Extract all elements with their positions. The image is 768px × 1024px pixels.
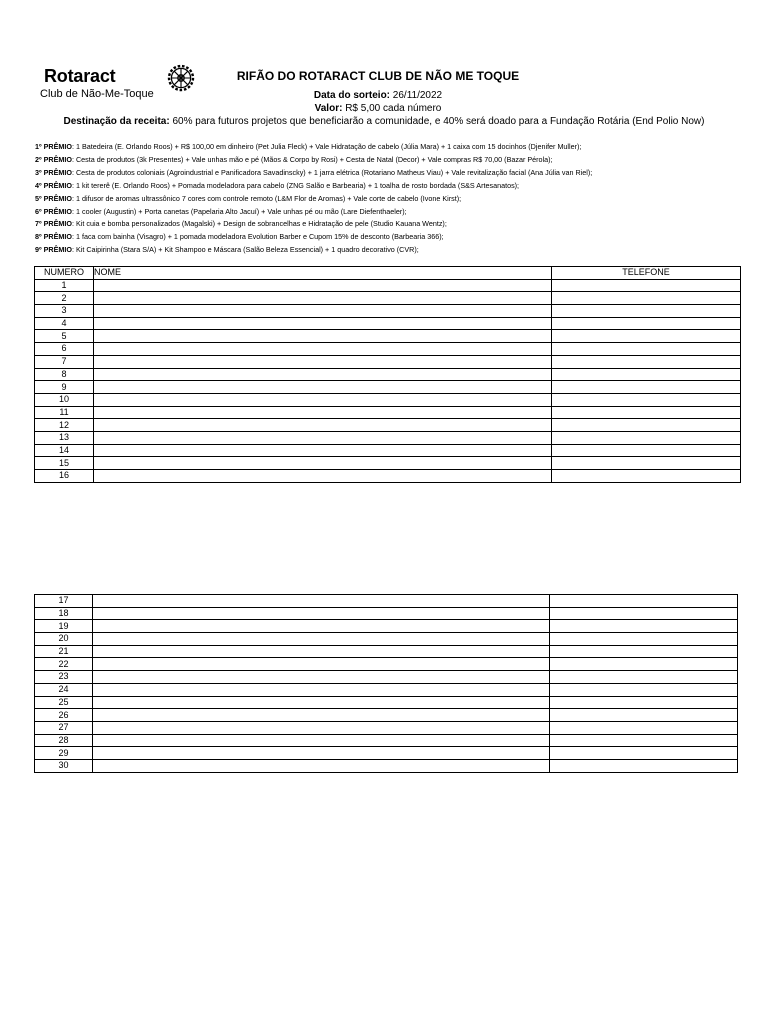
name-cell[interactable] (93, 721, 550, 734)
table-row (35, 709, 738, 722)
row-number: 13 (35, 431, 94, 444)
phone-cell[interactable] (552, 419, 741, 432)
prize-item: 7º PRÊMIO: Kit cuia e bomba personalizados (Magalski) + Design de sobrancelhas e Hidratação de pele (Studio Kauana Wentz); (35, 219, 447, 229)
prize-item: 4º PRÊMIO: 1 kit tererê (E. Orlando Roos) + Pomada modeladora para cabelo (ZNG Salão e Barbearia) + 1 toalha de rosto bordada (S&S Artesanatos); (35, 180, 520, 190)
row-number: 7 (35, 355, 94, 368)
phone-cell[interactable] (550, 734, 738, 747)
phone-cell[interactable] (552, 317, 741, 330)
row-number: 17 (35, 595, 93, 608)
table-row (35, 292, 741, 305)
phone-cell[interactable] (550, 671, 738, 684)
row-number: 19 (35, 620, 93, 633)
rotary-wheel-icon (165, 62, 197, 94)
row-number: 28 (35, 734, 93, 747)
table-row (35, 671, 738, 684)
table-row (35, 419, 741, 432)
row-number: 29 (35, 747, 93, 760)
name-cell[interactable] (94, 431, 552, 444)
row-number: 5 (35, 330, 94, 343)
table-row (35, 330, 741, 343)
table-header-row (35, 267, 741, 280)
name-cell[interactable] (94, 292, 552, 305)
row-number: 2 (35, 292, 94, 305)
row-number: 24 (35, 683, 93, 696)
phone-cell[interactable] (552, 355, 741, 368)
row-number: 10 (35, 393, 94, 406)
prize-item: 2º PRÊMIO: Cesta de produtos (3k Presentes) + Vale unhas mão e pé (Mãos & Corpo by Rosi) + Cesta de Natal (Decor) + Vale compras R$ 70,00 (Bazar Pérola); (35, 154, 553, 164)
phone-cell[interactable] (550, 721, 738, 734)
table-row (35, 470, 741, 483)
name-cell[interactable] (94, 457, 552, 470)
row-number: 26 (35, 709, 93, 722)
name-cell[interactable] (93, 595, 550, 608)
table-row (35, 305, 741, 318)
table-row (35, 457, 741, 470)
name-cell[interactable] (93, 620, 550, 633)
row-number: 16 (35, 470, 94, 483)
table-row (35, 734, 738, 747)
table-row (35, 607, 738, 620)
header-telefone: TELEFONE (552, 267, 741, 280)
phone-cell[interactable] (550, 709, 738, 722)
name-cell[interactable] (94, 470, 552, 483)
row-number: 15 (35, 457, 94, 470)
row-number: 8 (35, 368, 94, 381)
name-cell[interactable] (93, 696, 550, 709)
table-row (35, 393, 741, 406)
table-row (35, 279, 741, 292)
name-cell[interactable] (94, 419, 552, 432)
row-number: 12 (35, 419, 94, 432)
raffle-table-1 (34, 266, 741, 483)
prize-item: 6º PRÊMIO: 1 cooler (Augustin) + Porta canetas (Papelaria Alto Jacuí) + Vale unhas pé ou mão (Lare Diefenthaeler); (35, 206, 407, 216)
logo-subtitle: Club de Não-Me-Toque (40, 88, 154, 100)
table-row (35, 406, 741, 419)
name-cell[interactable] (94, 381, 552, 394)
phone-cell[interactable] (550, 747, 738, 760)
phone-cell[interactable] (552, 406, 741, 419)
table-row (35, 633, 738, 646)
row-number: 14 (35, 444, 94, 457)
row-number: 4 (35, 317, 94, 330)
phone-cell[interactable] (552, 444, 741, 457)
row-number: 6 (35, 343, 94, 356)
header-nome: NOME (94, 267, 552, 280)
raffle-table-2 (34, 594, 738, 773)
row-number: 30 (35, 759, 93, 772)
phone-cell[interactable] (552, 305, 741, 318)
phone-cell[interactable] (550, 620, 738, 633)
phone-cell[interactable] (550, 645, 738, 658)
name-cell[interactable] (94, 444, 552, 457)
phone-cell[interactable] (552, 343, 741, 356)
phone-cell[interactable] (552, 431, 741, 444)
name-cell[interactable] (93, 759, 550, 772)
name-cell[interactable] (93, 645, 550, 658)
row-number: 11 (35, 406, 94, 419)
row-number: 23 (35, 671, 93, 684)
name-cell[interactable] (93, 607, 550, 620)
table-row (35, 645, 738, 658)
name-cell[interactable] (94, 305, 552, 318)
table-row (35, 759, 738, 772)
phone-cell[interactable] (552, 279, 741, 292)
table-body-1 (35, 279, 741, 482)
name-cell[interactable] (93, 683, 550, 696)
price: Valor: R$ 5,00 cada número (314, 103, 442, 114)
name-cell[interactable] (94, 343, 552, 356)
table-row (35, 620, 738, 633)
row-number: 1 (35, 279, 94, 292)
name-cell[interactable] (94, 406, 552, 419)
prize-item: 5º PRÊMIO: 1 difusor de aromas ultrassônico 7 cores com controle remoto (L&M Flor de Aromas) + Vale corte de cabelo (Ivone Kirst); (35, 193, 462, 203)
phone-cell[interactable] (552, 381, 741, 394)
name-cell[interactable] (93, 709, 550, 722)
page-title: RIFÃO DO ROTARACT CLUB DE NÃO ME TOQUE (236, 69, 520, 83)
header-numero: NUMERO (35, 267, 94, 280)
row-number: 22 (35, 658, 93, 671)
phone-cell[interactable] (550, 759, 738, 772)
phone-cell[interactable] (550, 658, 738, 671)
logo-brand: Rotaract (44, 66, 116, 86)
row-number: 27 (35, 721, 93, 734)
row-number: 9 (35, 381, 94, 394)
table-row (35, 747, 738, 760)
name-cell[interactable] (93, 633, 550, 646)
table-body-2 (35, 595, 738, 773)
phone-cell[interactable] (550, 595, 738, 608)
name-cell[interactable] (94, 317, 552, 330)
table-row (35, 696, 738, 709)
name-cell[interactable] (94, 330, 552, 343)
revenue-destination: Destinação da receita: 60% para futuros projetos que beneficiarão a comunidade, e 40% será doado para a Fundação Rotária (End Polio Now) (63, 116, 705, 127)
row-number: 25 (35, 696, 93, 709)
draw-date: Data do sorteio: 26/11/2022 (313, 90, 443, 101)
phone-cell[interactable] (552, 393, 741, 406)
name-cell[interactable] (94, 279, 552, 292)
table-row (35, 721, 738, 734)
name-cell[interactable] (93, 671, 550, 684)
name-cell[interactable] (93, 747, 550, 760)
table-row (35, 595, 738, 608)
table-row (35, 355, 741, 368)
phone-cell[interactable] (552, 292, 741, 305)
phone-cell[interactable] (552, 457, 741, 470)
name-cell[interactable] (93, 658, 550, 671)
prize-item: 1º PRÊMIO: 1 Batedeira (E. Orlando Roos) + R$ 100,00 em dinheiro (Pet Julia Fleck) + Vale Hidratação de cabelo (Júlia Mara) + 1 caixa com 15 docinhos (Djenifer Muller); (35, 142, 582, 151)
row-number: 18 (35, 607, 93, 620)
prize-list (35, 141, 755, 257)
phone-cell[interactable] (550, 607, 738, 620)
table-row (35, 683, 738, 696)
phone-cell[interactable] (550, 683, 738, 696)
table-row (35, 658, 738, 671)
table-row (35, 381, 741, 394)
name-cell[interactable] (93, 734, 550, 747)
table-row (35, 317, 741, 330)
prize-item: 8º PRÊMIO: 1 faca com bainha (Visagro) + 1 pomada modeladora Evolution Barber e Cupom 15% de desconto (Barbearia 366); (35, 232, 444, 242)
phone-cell[interactable] (552, 470, 741, 483)
name-cell[interactable] (94, 368, 552, 381)
prize-item: 3º PRÊMIO: Cesta de produtos coloniais (Agroindustrial e Panificadora Savadinscky) + 1 jarra elétrica (Rotariano Matheus Viau) + Vale revitalização facial (Ana Júlia van Riel); (35, 167, 593, 177)
prize-item: 9º PRÊMIO: Kit Caipirinha (Stara S/A) + Kit Shampoo e Máscara (Salão Beleza Essencial) + 1 quadro decorativo (CVR); (35, 245, 419, 255)
phone-cell[interactable] (550, 696, 738, 709)
row-number: 3 (35, 305, 94, 318)
table-row (35, 343, 741, 356)
phone-cell[interactable] (550, 633, 738, 646)
row-number: 20 (35, 633, 93, 646)
table-row (35, 368, 741, 381)
phone-cell[interactable] (552, 368, 741, 381)
table-row (35, 431, 741, 444)
row-number: 21 (35, 645, 93, 658)
phone-cell[interactable] (552, 330, 741, 343)
table-row (35, 444, 741, 457)
name-cell[interactable] (94, 393, 552, 406)
name-cell[interactable] (94, 355, 552, 368)
